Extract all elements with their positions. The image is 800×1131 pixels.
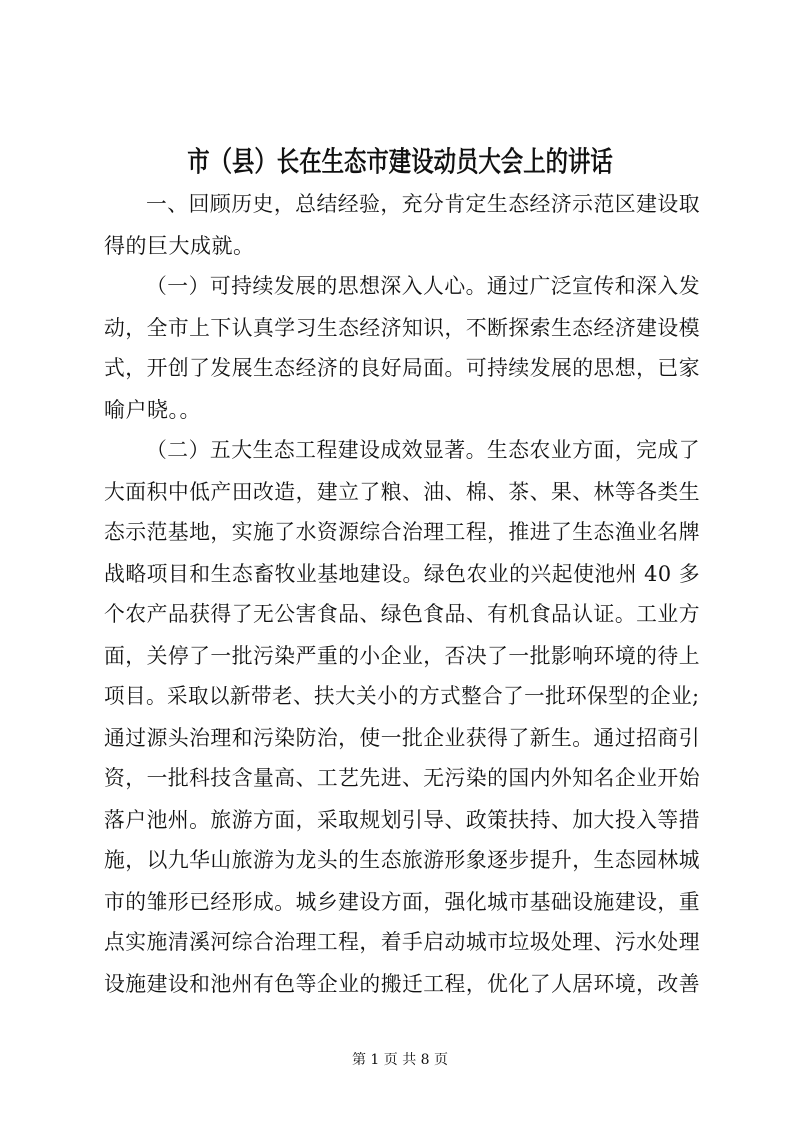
body-line: 一、回顾历史，总结经验，充分肯定生态经济示范区建设取 <box>146 192 701 216</box>
body-line: 式，开创了发展生态经济的良好局面。可持续发展的思想，已家 <box>104 356 700 380</box>
body-line: 项目。采取以新带老、扶大关小的方式整合了一批环保型的企业; <box>104 684 700 708</box>
body-line: 市的雏形已经形成。城乡建设方面，强化城市基础设施建设，重 <box>104 890 700 914</box>
body-line: 施，以九华山旅游为龙头的生态旅游形象逐步提升，生态园林城 <box>104 848 700 872</box>
body-line: 设施建设和池州有色等企业的搬迁工程，优化了人居环境，改善 <box>104 972 700 996</box>
body-line: 资，一批科技含量高、工艺先进、无污染的国内外知名企业开始 <box>104 766 700 790</box>
body-line: 点实施清溪河综合治理工程，着手启动城市垃圾处理、污水处理 <box>104 930 700 954</box>
body-line: 态示范基地，实施了水资源综合治理工程，推进了生态渔业名牌 <box>104 520 700 544</box>
document-title: 市（县）长在生态市建设动员大会上的讲话 <box>187 145 613 178</box>
body-line: （二）五大生态工程建设成效显著。生态农业方面，完成了 <box>146 438 701 462</box>
body-line: 战略项目和生态畜牧业基地建设。绿色农业的兴起使池州 40 多 <box>104 562 701 586</box>
body-line: 个农产品获得了无公害食品、绿色食品、有机食品认证。工业方 <box>104 602 700 626</box>
body-line: 落户池州。旅游方面，采取规划引导、政策扶持、加大投入等措 <box>104 808 700 832</box>
body-line: 动，全市上下认真学习生态经济知识，不断探索生态经济建设模 <box>104 316 700 340</box>
body-line: （一）可持续发展的思想深入人心。通过广泛宣传和深入发 <box>146 274 701 298</box>
body-line: 面，关停了一批污染严重的小企业，否决了一批影响环境的待上 <box>104 644 700 668</box>
body-line: 得的巨大成就。 <box>104 234 255 258</box>
page-number-footer: 第 1 页 共 8 页 <box>351 1052 449 1068</box>
body-line: 喻户晓。。 <box>104 398 201 422</box>
body-line: 大面积中低产田改造，建立了粮、油、棉、茶、果、林等各类生 <box>104 480 700 504</box>
body-line: 通过源头治理和污染防治，使一批企业获得了新生。通过招商引 <box>104 726 700 750</box>
